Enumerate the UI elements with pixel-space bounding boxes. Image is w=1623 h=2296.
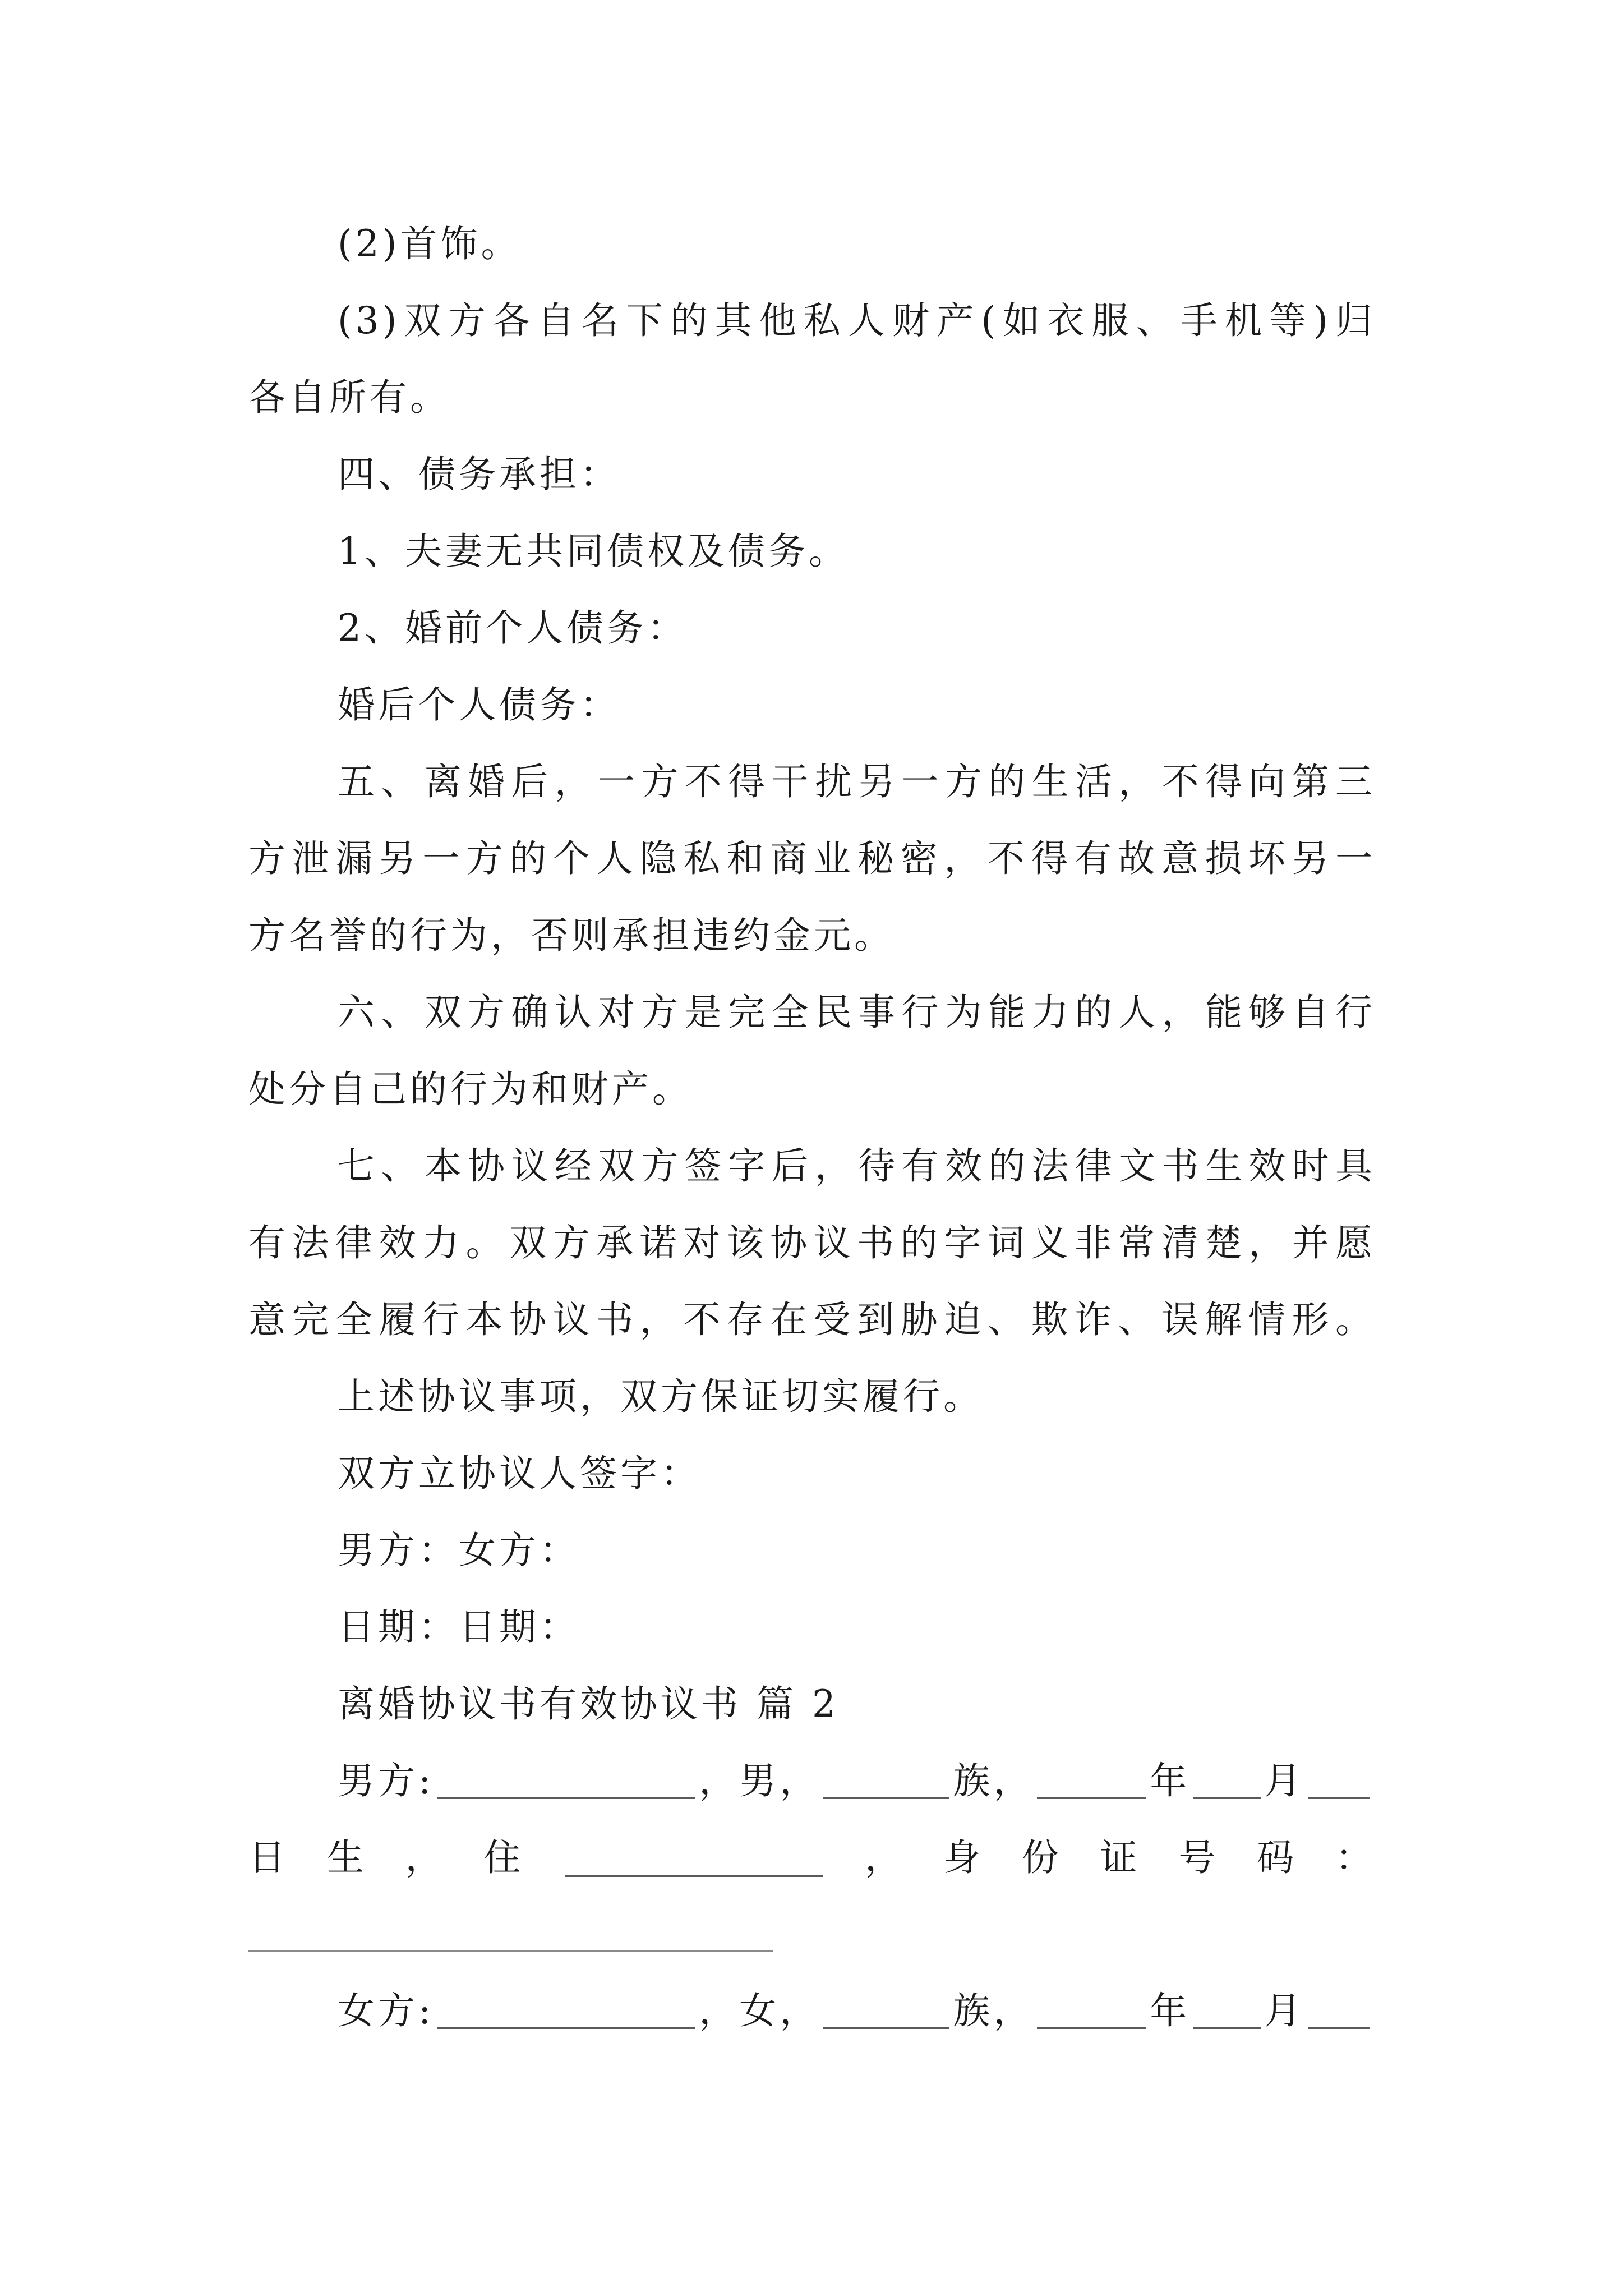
male-label: 男方: [338,1759,435,1802]
ethnicity-label: 族， [953,1759,1034,1802]
month-label: 月 [1264,1759,1305,1802]
text-line: 六、双方确认对方是完全民事行为能力的人，能够自行 [338,991,1376,1034]
male-gender: ，男， [699,1759,820,1802]
form-char: 日 [248,1836,289,1879]
date-line: 日期：日期： [338,1605,580,1649]
form-char: ： [1335,1836,1376,1879]
text-line: 方泄漏另一方的个人隐私和商业秘密，不得有故意损坏另一 [248,837,1376,880]
male-day-blank[interactable] [1308,1761,1370,1799]
female-year-blank[interactable] [1037,1991,1146,2029]
form-char: 生 [326,1836,367,1879]
text-line: 有法律效力。双方承诺对该协议书的字词义非常清楚，并愿 [248,1221,1376,1264]
section-heading: 四、债务承担： [338,453,620,496]
text-line: 五、离婚后，一方不得干扰另一方的生活，不得向第三 [338,760,1376,803]
text-line: (3)双方各自名下的其他私人财产(如衣服、手机等)归 [338,299,1376,342]
form-char: ， [865,1836,906,1879]
text-line: 双方立协议人签字： [338,1452,701,1495]
text-line: 2、婚前个人债务： [338,606,688,650]
residence-id-line [248,1833,1376,1883]
text-line: (2)首饰。 [338,222,522,265]
male-name-blank[interactable] [437,1761,695,1799]
male-month-blank[interactable] [1193,1761,1261,1799]
female-ethnicity-blank[interactable] [823,1991,949,2029]
female-day-blank[interactable] [1308,1991,1370,2029]
text-line: 各自所有。 [248,376,450,419]
male-year-blank[interactable] [1037,1761,1146,1799]
section-title: 离婚协议书有效协议书 篇 2 [338,1682,839,1726]
form-char: 号 [1178,1836,1219,1879]
text-line: 处分自己的行为和财产。 [248,1068,693,1111]
residence-blank[interactable] [565,1839,823,1877]
male-ethnicity-blank[interactable] [823,1761,949,1799]
form-char: 住 [483,1836,524,1879]
text-line: 婚后个人债务： [338,683,620,726]
id-number-blank[interactable] [248,1950,773,1952]
form-char: ， [405,1836,446,1879]
form-char: 身 [943,1836,984,1879]
female-label: 女方: [338,1989,435,2032]
female-gender: ，女， [699,1989,820,2032]
female-name-blank[interactable] [437,1991,695,2029]
female-month-blank[interactable] [1193,1991,1261,2029]
signature-line: 男方：女方： [338,1529,580,1572]
form-char: 码 [1257,1836,1298,1879]
text-line: 1、夫妻无共同债权及债务。 [338,530,849,573]
ethnicity-label: 族， [953,1989,1034,2032]
text-line: 方名誉的行为，否则承担违约金元。 [248,914,895,957]
year-label: 年 [1150,1759,1191,1802]
form-char: 证 [1100,1836,1141,1879]
male-info-line [338,1756,1373,1806]
form-char: 份 [1021,1836,1062,1879]
text-line: 上述协议事项，双方保证切实履行。 [338,1375,984,1418]
year-label: 年 [1150,1989,1191,2032]
female-info-line [338,1986,1373,2036]
text-line: 意完全履行本协议书，不存在受到胁迫、欺诈、误解情形。 [248,1298,1376,1341]
month-label: 月 [1264,1989,1305,2032]
text-line: 七、本协议经双方签字后，待有效的法律文书生效时具 [338,1144,1376,1188]
